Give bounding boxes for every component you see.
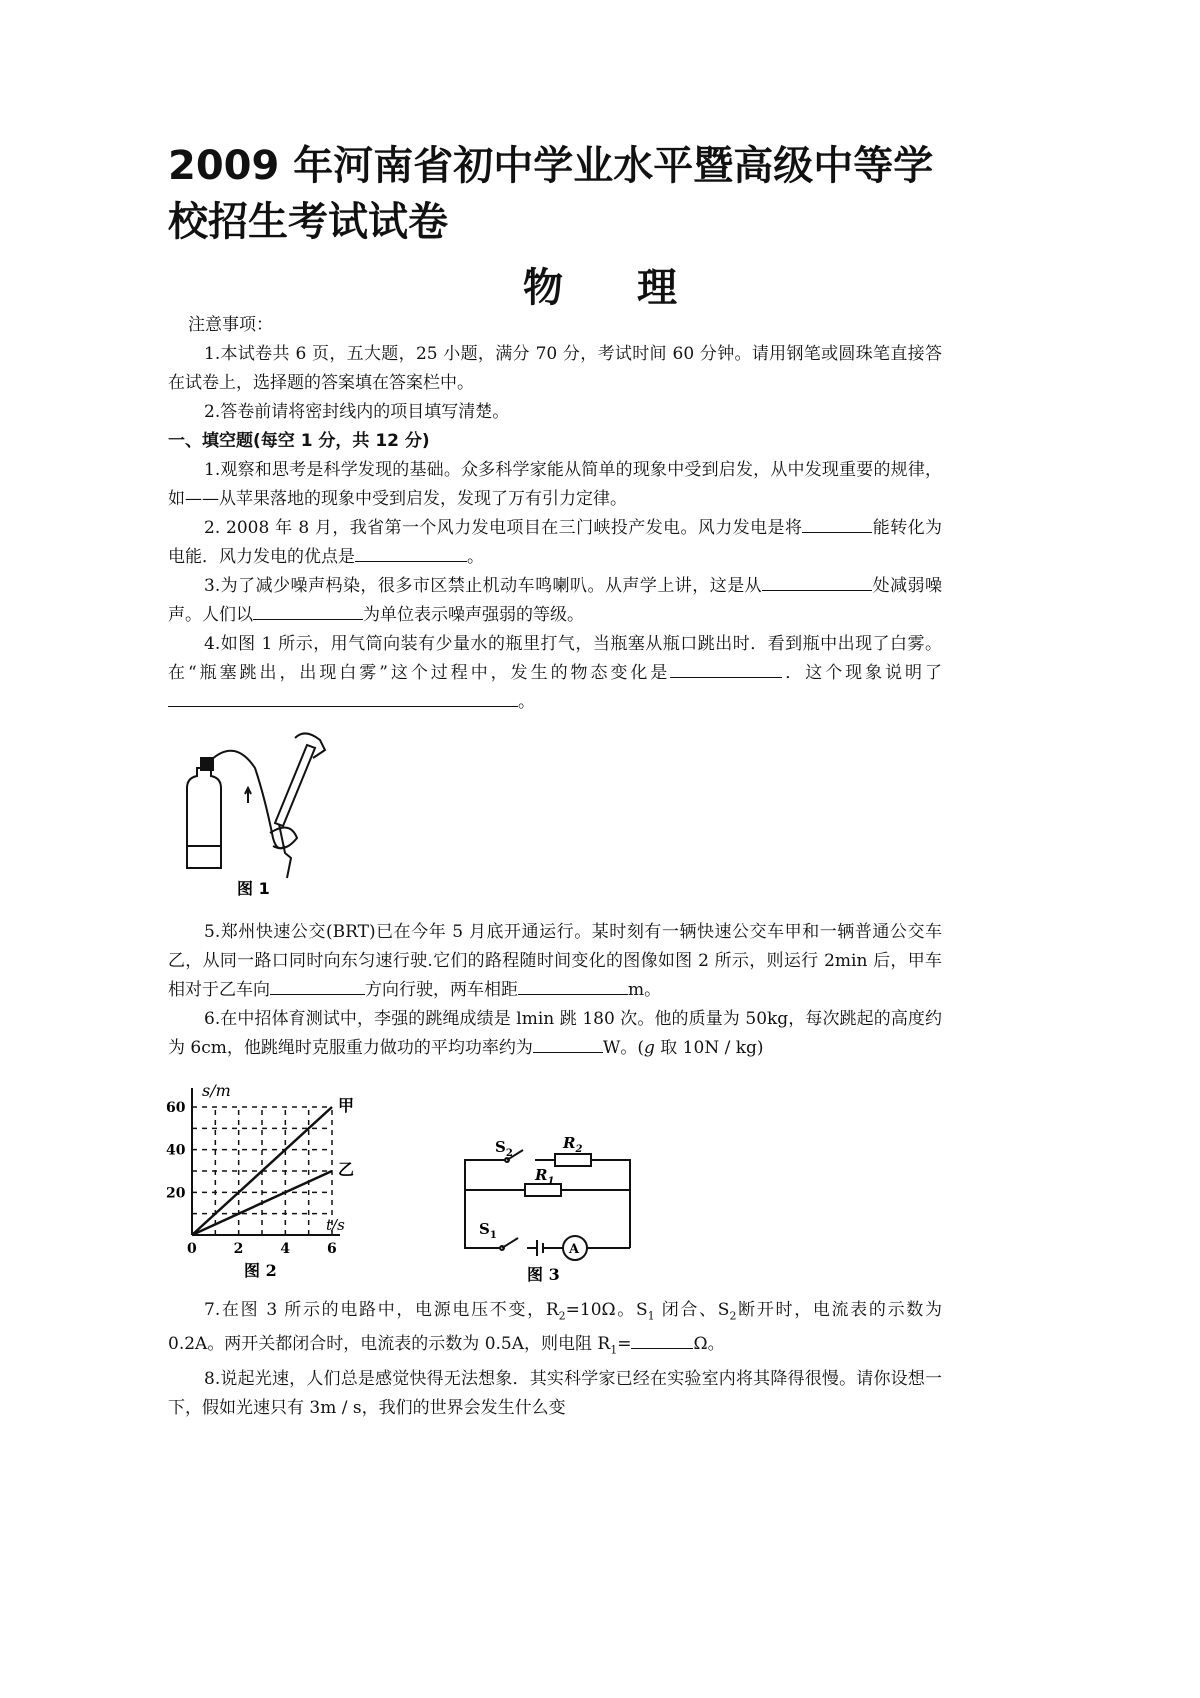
series-label: 甲 <box>338 1096 355 1115</box>
x-tick-label: 6 <box>327 1241 337 1257</box>
answer-blank[interactable] <box>355 543 467 562</box>
answer-blank[interactable] <box>533 1034 603 1053</box>
subject-heading: 物 理 <box>523 265 677 311</box>
section-heading: 一、填空题(每空 1 分，共 12 分) <box>168 431 430 451</box>
resistor-r1 <box>525 1184 561 1196</box>
answer-blank[interactable] <box>762 572 872 591</box>
resistor-r1-label: $R_1$ <box>535 1166 555 1187</box>
questions-7-8 <box>168 1296 942 1423</box>
question-4: 4.如图 1 所示，用气筒向装有少量水的瓶里打气，当瓶塞从瓶口跳出时．看到瓶中出现了白雾。在“瓶塞跳出，出现白雾”这个过程中，发生的物态变化是 ．这个现象说明了。 <box>168 634 943 712</box>
notice-item-1: 1.本试卷共 6 页，五大题，25 小题，满分 70 分，考试时间 60 分钟。请用钢笔或圆珠笔直接答在试卷上，选择题的答案填在答案栏中。 <box>168 344 942 393</box>
figure-2-caption: 图 2 <box>244 1261 277 1280</box>
switch-s1-label: $S_1$ <box>479 1220 497 1241</box>
questions-5-6 <box>168 918 942 1063</box>
y-tick-label: 40 <box>166 1142 186 1159</box>
switch-s2-label: $S_2$ <box>495 1138 513 1159</box>
notice-block <box>168 311 942 717</box>
answer-blank[interactable] <box>670 659 782 678</box>
exam-title-line2: 校招生考试试卷 <box>168 199 448 245</box>
figure-3-caption: 图 3 <box>527 1265 560 1284</box>
answer-blank[interactable] <box>253 601 363 620</box>
question-7: 7.在图 3 所示的电路中，电源电压不变，$R_2=10\Omega$。$S_1$ 闭合、$S_2$断开时，电流表的示数为 0.2A。两开关都闭合时，电流表的示数为 0.5A，则电阻 $R_1= \Omega$。 <box>168 1300 942 1357</box>
resistor-r2-label: $R_2$ <box>563 1134 583 1155</box>
figure-3-circuit <box>455 1130 645 1285</box>
x-tick-label: 4 <box>280 1241 291 1257</box>
y-tick-label: 60 <box>166 1100 186 1116</box>
figure-1-bottle-pump <box>175 728 345 903</box>
y-tick-label: 20 <box>166 1185 186 1202</box>
question-5: 5.郑州快速公交(BRT)已在今年 5 月底开通运行。某时刻有一辆快速公交车甲和一辆普通公交车乙，从同一路口同时向东匀速行驶.它们的路程随时间变化的图像如图 2 所示，则运行 2min 后，甲车相对于乙车向 方向行驶，两车相距 m。 <box>168 922 942 1000</box>
resistor-r2 <box>555 1154 591 1166</box>
answer-blank[interactable] <box>270 976 365 995</box>
question-8: 8.说起光速，人们总是感觉快得无法想象．其实科学家已经在实验室内将其降得很慢。请你设想一下，假如光速只有 3m / s，我们的世界会发生什么变 <box>168 1368 942 1418</box>
question-1: 1.观察和思考是科学发现的基础。众多科学家能从简单的现象中受到启发，从中发现重要的规律，如——从苹果落地的现象中受到启发，发现了万有引力定律。 <box>168 460 942 509</box>
question-2: 2. 2008 年 8 月，我省第一个风力发电项目在三门峡投产发电。风力发电是将 能转化为电能．风力发电的优点是 。 <box>168 514 942 572</box>
x-tick-label: 2 <box>233 1241 244 1257</box>
x-axis-label: t/s <box>326 1216 345 1234</box>
answer-blank[interactable] <box>518 976 628 995</box>
exam-title-line1: 2009 年河南省初中学业水平暨高级中等学 <box>168 143 934 189</box>
y-axis-label: s/m <box>202 1081 231 1100</box>
notice-heading: 注意事项： <box>188 315 273 335</box>
x-tick-label: 0 <box>187 1241 197 1257</box>
answer-blank[interactable] <box>802 514 872 533</box>
answer-blank[interactable] <box>168 688 518 707</box>
question-6: 6.在中招体育测试中，李强的跳绳成绩是 lmin 跳 180 次。他的质量为 50kg，每次跳起的高度约为 6cm，他跳绳时克服重力做功的平均功率约为 W。(g 取 10N / kg) <box>168 1009 942 1058</box>
series-label: 乙 <box>338 1160 355 1179</box>
notice-item-2: 2.答卷前请将密封线内的项目填写清楚。 <box>204 402 510 422</box>
answer-blank[interactable] <box>631 1330 693 1349</box>
figure-1-caption: 图 1 <box>237 879 270 898</box>
question-3: 3.为了减少噪声杩染，很多市区禁止机动车鸣喇叭。从声学上讲，这是从 处减弱噪声。人们以 为单位表示噪声强弱的等级。 <box>168 572 942 630</box>
ammeter-label: A <box>569 1242 580 1257</box>
figure-2-chart <box>160 1080 360 1285</box>
